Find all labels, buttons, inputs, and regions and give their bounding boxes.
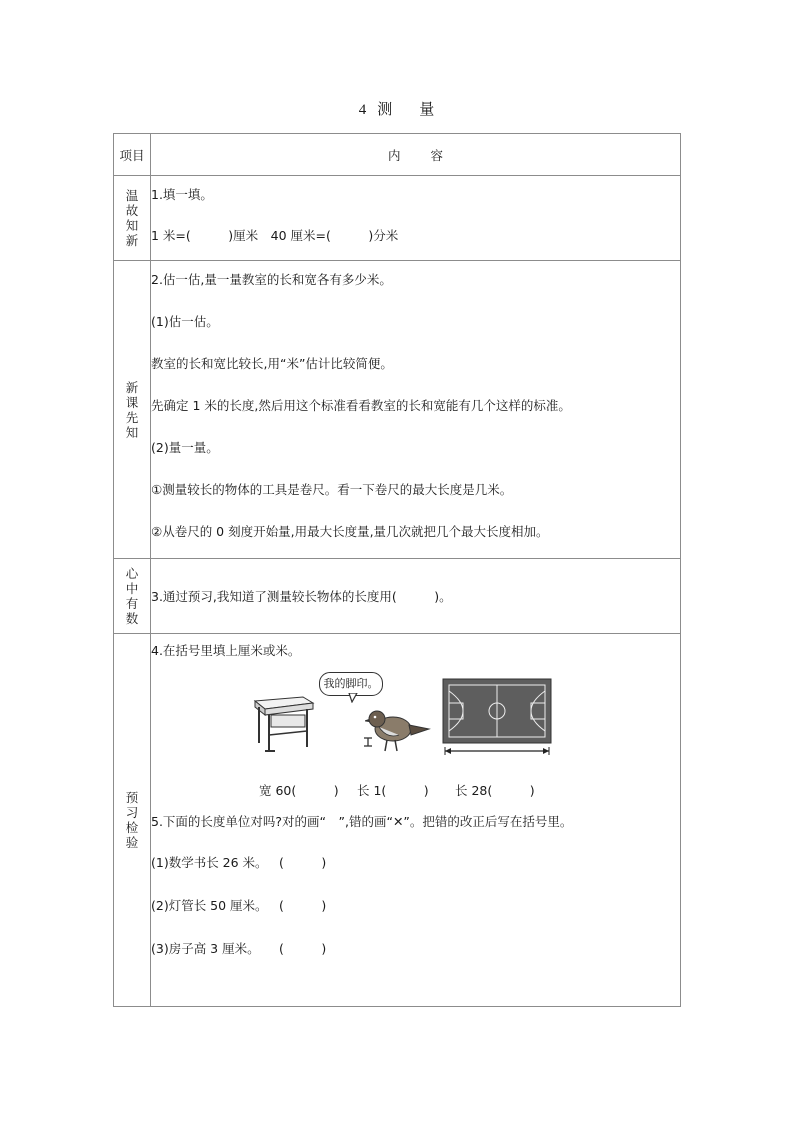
label-mind: 心中有数 <box>114 559 151 634</box>
desk-illustration <box>251 691 317 755</box>
title-char-b: 量 <box>419 100 436 118</box>
q1-heading: 1.填一填。 <box>151 187 213 202</box>
content-preview <box>151 261 681 559</box>
bird-illustration <box>365 705 431 755</box>
header-content-cell: 内 容 <box>151 134 681 176</box>
row-check <box>114 634 681 1007</box>
label-preview: 新课先知 <box>114 261 151 559</box>
basketball-court-illustration <box>441 677 553 757</box>
q1-fill-line: 1 米=( )厘米 40 厘米=( )分米 <box>151 228 399 243</box>
q2-p1: (1)估一估。 <box>151 314 219 329</box>
q2-p5: ①测量较长的物体的工具是卷尺。看一下卷尺的最大长度是几米。 <box>151 482 513 497</box>
q2-p6: ②从卷尺的 0 刻度开始量,用最大长度量,量几次就把几个最大长度相加。 <box>151 524 549 539</box>
q5-item-1: (1)数学书长 26 米。 ( ) <box>151 852 680 873</box>
q4-captions <box>151 779 680 803</box>
q5-item-3: (3)房子高 3 厘米。 ( ) <box>151 938 680 959</box>
title-char-a: 测 <box>377 100 394 118</box>
q5-blank-2[interactable]: ( ) <box>279 898 327 913</box>
speech-bubble: 我的脚印。 <box>319 672 383 696</box>
header-item-cell: 项目 <box>114 134 151 176</box>
q5-item-2: (2)灯管长 50 厘米。 ( ) <box>151 895 680 916</box>
worksheet-table <box>113 133 681 1007</box>
row-mind <box>114 559 681 634</box>
title-number: 4 <box>358 102 368 118</box>
q3-line: 3.通过预习,我知道了测量较长物体的长度用( )。 <box>151 588 452 604</box>
label-check: 预习检验 <box>114 634 151 1007</box>
caption-desk: 宽 60( ) <box>259 783 339 798</box>
caption-bird: 长 1( ) <box>357 783 429 798</box>
q2-p3: 先确定 1 米的长度,然后用这个标准看看教室的长和宽能有几个这样的标准。 <box>151 398 571 413</box>
label-review: 温故知新 <box>114 176 151 261</box>
q5-heading: 5.下面的长度单位对吗?对的画“ ”,错的画“✕”。把错的改正后写在括号里。 <box>151 814 573 829</box>
row-review <box>114 176 681 261</box>
q2-p2: 教室的长和宽比较长,用“米”估计比较简便。 <box>151 356 393 371</box>
page-title <box>0 98 794 119</box>
q2-p4: (2)量一量。 <box>151 440 219 455</box>
caption-court: 长 28( ) <box>455 783 535 798</box>
q5-blank-3[interactable]: ( ) <box>279 941 327 956</box>
content-check <box>151 634 681 1007</box>
q5-blank-1[interactable]: ( ) <box>279 855 327 870</box>
content-review <box>151 176 681 261</box>
q4-images <box>151 661 680 779</box>
q2-heading: 2.估一估,量一量教室的长和宽各有多少米。 <box>151 272 392 287</box>
content-mind <box>151 559 681 634</box>
header-row <box>114 134 681 176</box>
footprint-mark-icon <box>363 737 373 747</box>
speech-tail <box>347 693 361 703</box>
row-preview <box>114 261 681 559</box>
q4-heading: 4.在括号里填上厘米或米。 <box>151 643 301 658</box>
